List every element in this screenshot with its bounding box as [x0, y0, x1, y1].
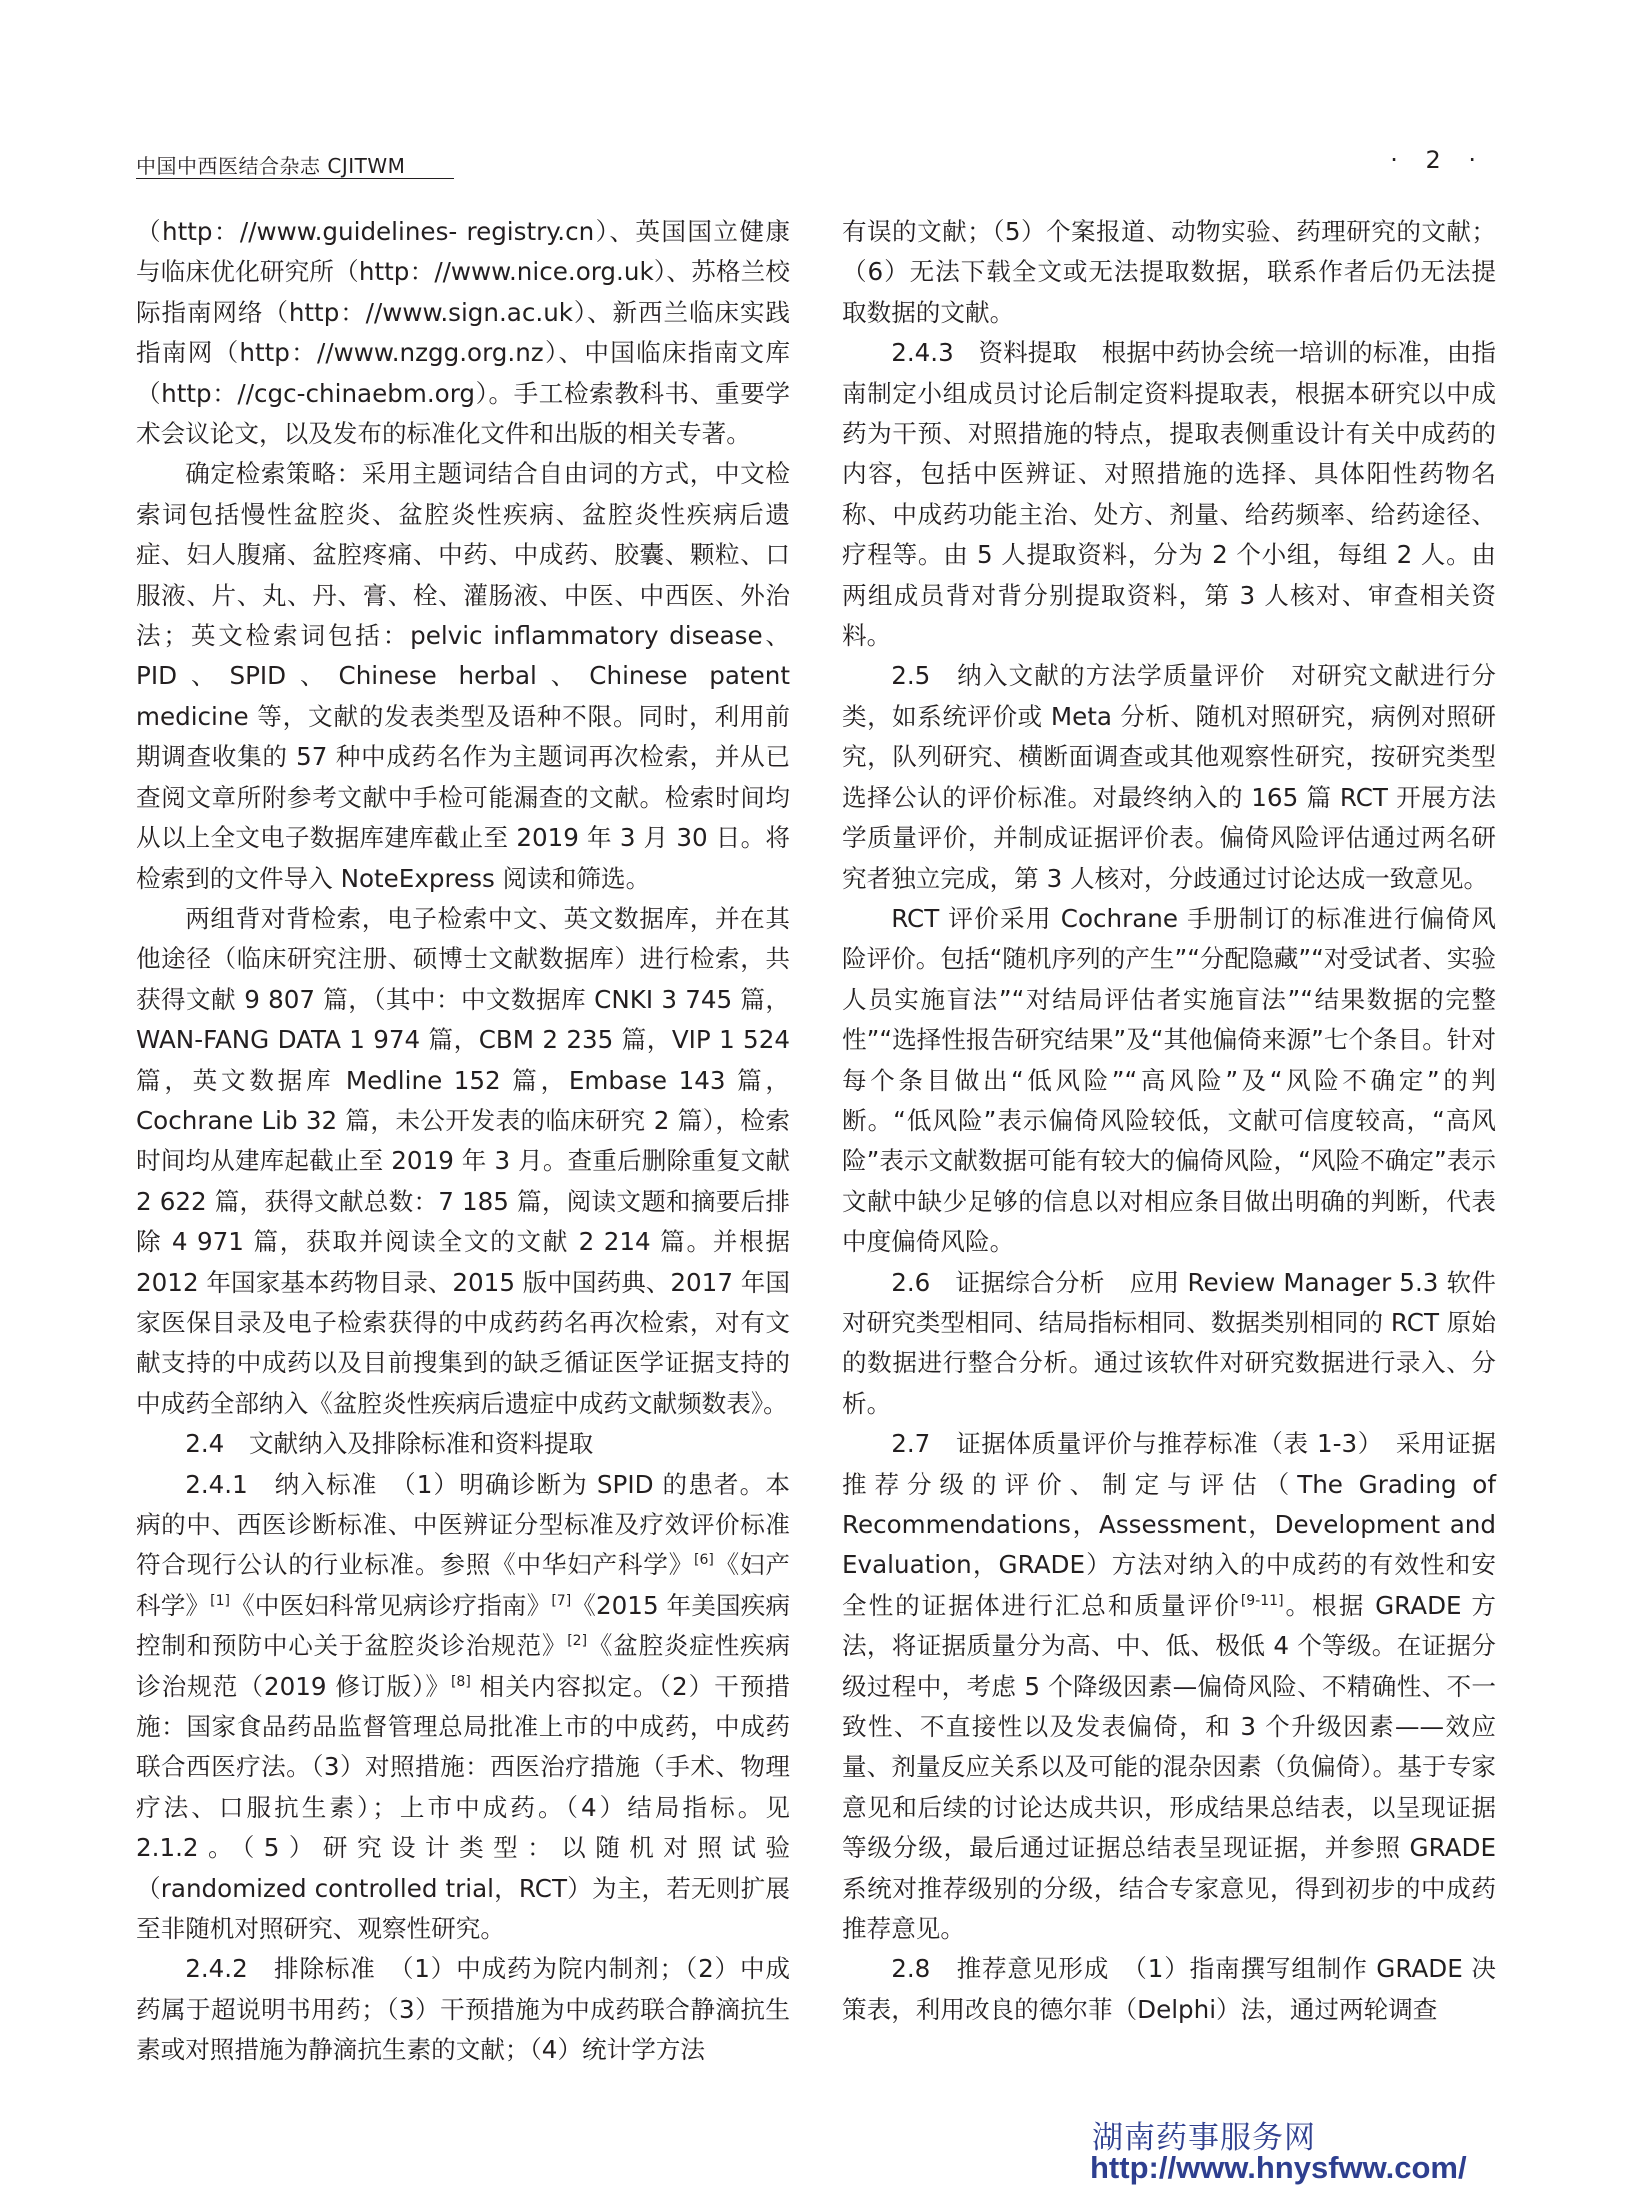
right-paragraph: RCT 评价采用 Cochrane 手册制订的标准进行偏倚风险评价。包括“随机序列的产生”“分配隐藏”“对受试者、实验人员实施盲法”“对结局评估者实施盲法”“结果数据的完整性”“选择性报告研究结果”及“其他偏倚来源”七个条目。针对每个条目做出“低风险”“高风险”及“风险不确定”的判断。“低风险”表示偏倚风险较低，文献可信度较高，“高风险”表示文献数据可能有较大的偏倚风险，“风险不确定”表示文献中缺少足够的信息以对相应条目做出明确的判断，代表中度偏倚风险。 [842, 903, 1496, 1257]
citation: [2] [567, 1633, 588, 1650]
citation: [1] [210, 1592, 230, 1609]
page-number: · 2 · [1390, 146, 1486, 174]
right-paragraph: 2.4.3 资料提取 根据中药协会统一培训的标准，由指南制定小组成员讨论后制定资料提取表，根据本研究以中成药为干预、对照措施的特点，提取表侧重设计有关中成药的内容，包括中医辨证、对照措施的选择、具体阳性药物名称、中成药功能主治、处方、剂量、给药频率、给药途径、疗程等。由 5 人提取资料，分为 2 个小组，每组 2 人。由两组成员背对背分别提取资料，第 3 人核对、审查相关资料。 [842, 338, 1496, 651]
right-paragraph: 有误的文献；（5）个案报道、动物实验、药理研究的文献；（6）无法下载全文或无法提取数据，联系作者后仍无法提取数据的文献。 [842, 217, 1496, 327]
citation: [9-11] [1240, 1592, 1284, 1609]
left-column [136, 212, 790, 2071]
right-paragraph: 2.8 推荐意见形成 （1）指南撰写组制作 GRADE 决策表，利用改良的德尔菲（Delphi）法，通过两轮调查 [842, 1954, 1496, 2024]
watermark-site-name: 湖南药事服务网 [1092, 2120, 1316, 2156]
left-paragraph: 确定检索策略：采用主题词结合自由词的方式，中文检索词包括慢性盆腔炎、盆腔炎性疾病、盆腔炎性疾病后遗症、妇人腹痛、盆腔疼痛、中药、中成药、胶囊、颗粒、口服液、片、丸、丹、膏、栓、灌肠液、中医、中西医、外治法；英文检索词包括：pelvic inflammatory disease、PID、SPID、Chinese herbal、Chinese patent medicine 等，文献的发表类型及语种不限。同时，利用前期调查收集的 57 种中成药名作为主题词再次检索，并从已查阅文章所附参考文献中手检可能漏查的文献。检索时间均从以上全文电子数据库建库截止至 2019 年 3 月 30 日。将检索到的文件导入 NoteExpress 阅读和筛选。 [136, 459, 790, 893]
section-heading: 2.4 文献纳入及排除标准和资料提取 [185, 1429, 594, 1459]
right-column [842, 212, 1496, 2030]
right-paragraph: 2.5 纳入文献的方法学质量评价 对研究文献进行分类，如系统评价或 Meta 分析、随机对照研究，病例对照研究，队列研究、横断面调查或其他观察性研究，按研究类型选择公认的评价标准。对最终纳入的 165 篇 RCT 开展方法学质量评价，并制成证据评价表。偏倚风险评估通过两名研究者独立完成，第 3 人核对，分歧通过讨论达成一致意见。 [842, 661, 1496, 893]
header-rule [136, 178, 454, 179]
left-paragraph: （http：//www.guidelines- registry.cn）、英国国立健康与临床优化研究所（http：//www.nice.org.uk）、苏格兰校际指南网络（http：//www.sign.ac.uk）、新西兰临床实践指南网（http：//www.nzgg.org.nz）、中国临床指南文库（http：//cgc-chinaebm.org）。手工检索教科书、重要学术会议论文，以及发布的标准化文件和出版的相关专著。 [136, 217, 790, 449]
left-paragraph: 2.4.1 纳入标准 （1）明确诊断为 SPID 的患者。本病的中、西医诊断标准、中医辨证分型标准及疗效评价标准符合现行公认的行业标准。参照《中华妇产科学》[6]《妇产科学》[1]《中医妇科常见病诊疗指南》[7]《2015 年美国疾病控制和预防中心关于盆腔炎诊治规范》[2]《盆腔炎症性疾病诊治规范（2019 修订版）》[8] 相关内容拟定。（2）干预措施：国家食品药品监督管理总局批准上市的中成药，中成药联合西医疗法。（3）对照措施：西医治疗措施（手术、物理疗法、口服抗生素）；上市中成药。（4）结局指标。见 2.1.2。（5）研究设计类型：以随机对照试验（randomized controlled trial，RCT）为主，若无则扩展至非随机对照研究、观察性研究。 [136, 1469, 791, 1944]
journal-title: 中国中西医结合杂志 CJITWM [136, 154, 406, 178]
citation: [7] [551, 1592, 572, 1609]
citation: [8] [450, 1673, 471, 1690]
left-paragraph: 两组背对背检索，电子检索中文、英文数据库，并在其他途径（临床研究注册、硕博士文献数据库）进行检索，共获得文献 9 807 篇，（其中：中文数据库 CNKI 3 745 篇，WAN-FANG DATA 1 974 篇，CBM 2 235 篇，VIP 1 524 篇，英文数据库 Medline 152 篇，Embase 143 篇，Cochrane Lib 32 篇，未公开发表的临床研究 2 篇），检索时间均从建库起截止至 2019 年 3 月。查重后删除重复文献 2 622 篇，获得文献总数：7 185 篇，阅读文题和摘要后排除 4 971 篇，获取并阅读全文的文献 2 214 篇。并根据 2012 年国家基本药物目录、2015 版中国药典、2017 年国家医保目录及电子检索获得的中成药药名再次检索，对有文献支持的中成药以及目前搜集到的缺乏循证医学证据支持的中成药全部纳入《盆腔炎性疾病后遗症中成药文献频数表》。 [136, 903, 790, 1418]
right-paragraph: 2.7 证据体质量评价与推荐标准（表 1-3） 采用证据推荐分级的评价、制定与评估（The Grading of Recommendations，Assessment，Development and Evaluation，GRADE）方法对纳入的中成药的有效性和安全性的证据体进行汇总和质量评价[9-11]。根据 GRADE 方法，将证据质量分为高、中、低、极低 4 个等级。在证据分级过程中，考虑 5 个降级因素—偏倚风险、不精确性、不一致性、不直接性以及发表偏倚，和 3 个升级因素——效应量、剂量反应关系以及可能的混杂因素（负偏倚）。基于专家意见和后续的讨论达成共识，形成结果总结表，以呈现证据等级分级，最后通过证据总结表呈现证据，并参照 GRADE 系统对推荐级别的分级，结合专家意见，得到初步的中成药推荐意见。 [842, 1429, 1496, 1944]
right-paragraph: 2.6 证据综合分析 应用 Review Manager 5.3 软件对研究类型相同、结局指标相同、数据类别相同的 RCT 原始的数据进行整合分析。通过该软件对研究数据进行录入、分析。 [842, 1267, 1496, 1418]
citation: [6] [694, 1552, 714, 1569]
left-paragraph: 2.4.2 排除标准 （1）中成药为院内制剂；（2）中成药属于超说明书用药；（3）干预措施为中成药联合静滴抗生素或对照措施为静滴抗生素的文献；（4）统计学方法 [136, 1954, 790, 2065]
watermark-url-link[interactable]: http://www.hnysfww.com/ [1090, 2150, 1467, 2185]
